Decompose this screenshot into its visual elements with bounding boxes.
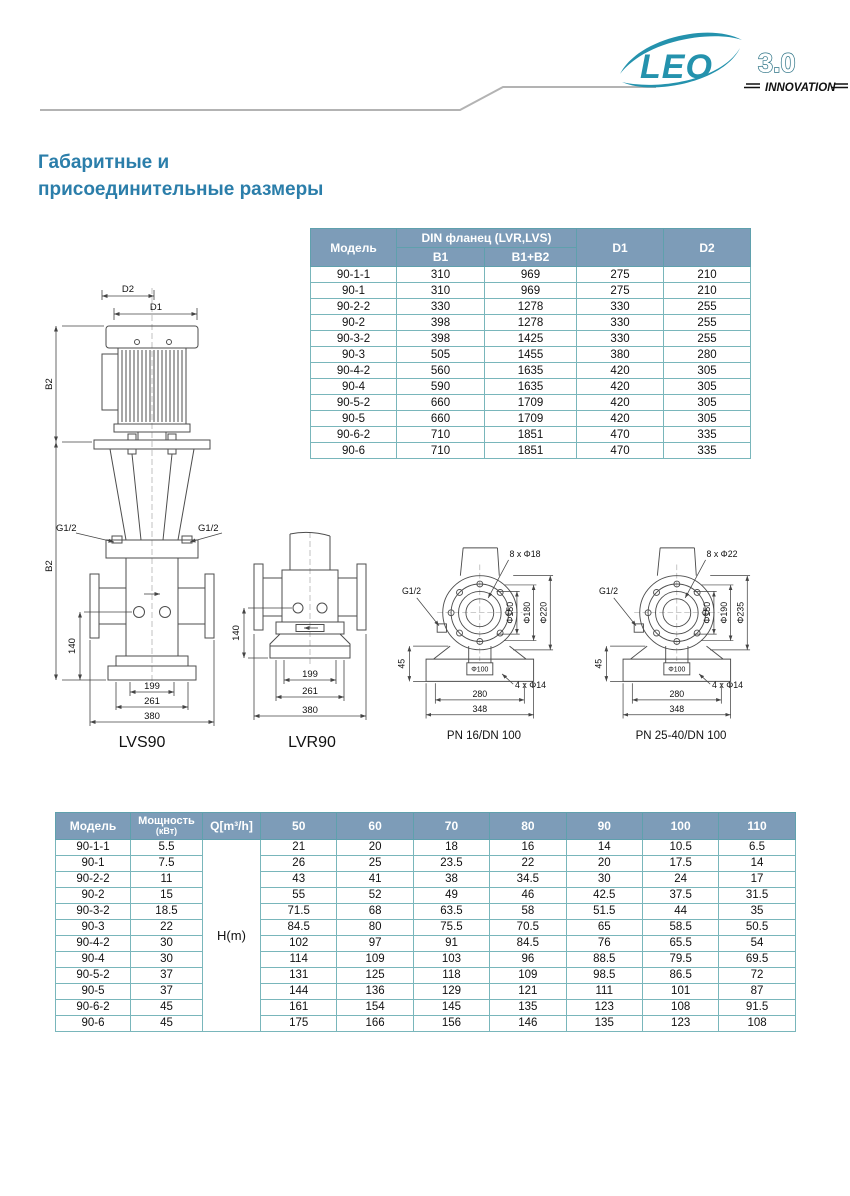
cell-b1: 590	[397, 379, 485, 395]
perf-table-body	[56, 839, 796, 1031]
cell-head-value: 135	[566, 1015, 642, 1031]
cell-head-value: 88.5	[566, 951, 642, 967]
dim-348-label: 348	[669, 703, 685, 714]
cell-head-value: 46	[490, 887, 566, 903]
cell-d2: 335	[664, 427, 751, 443]
logo-tagline: INNOVATION	[765, 82, 836, 94]
cell-b1b2: 1635	[485, 363, 577, 379]
lvs90-drawing	[42, 280, 242, 733]
perf-table-row	[56, 999, 796, 1015]
cell-d2: 210	[664, 283, 751, 299]
cell-model: 90-3-2	[311, 331, 397, 347]
leo-logo	[618, 28, 848, 103]
cell-b1b2: 1635	[485, 379, 577, 395]
perf-table-row	[56, 951, 796, 967]
dim-199-label: 199	[302, 669, 318, 680]
cell-head-value: 87	[719, 983, 795, 999]
cell-head-value: 154	[337, 999, 413, 1015]
cell-power: 5.5	[131, 839, 203, 855]
dim-d100-label: Φ100	[668, 666, 686, 674]
dim-phi180-label: Φ180	[521, 601, 532, 624]
g12-label: G1/2	[401, 586, 422, 597]
flow-header: 50	[261, 813, 337, 840]
dim-b2-lower-label: B2	[44, 560, 55, 572]
cell-head-value: 109	[490, 967, 566, 983]
cell-b1b2: 969	[485, 283, 577, 299]
cell-power: 15	[131, 887, 203, 903]
cell-b1b2: 1709	[485, 411, 577, 427]
cell-power: 45	[131, 1015, 203, 1031]
cell-head-value: 96	[490, 951, 566, 967]
cell-head-value: 69.5	[719, 951, 795, 967]
perf-header-q: Q[m³/h]	[203, 813, 261, 840]
flange-pn2540-drawing	[595, 546, 767, 729]
dim-table-row	[311, 315, 751, 331]
h-label-cell: H(m)	[203, 839, 261, 1031]
cell-head-value: 22	[490, 855, 566, 871]
cell-b1b2: 1709	[485, 395, 577, 411]
cell-d1: 330	[577, 331, 664, 347]
cell-head-value: 41	[337, 871, 413, 887]
cell-model: 90-2-2	[311, 299, 397, 315]
cell-head-value: 17.5	[642, 855, 718, 871]
dim-280-label: 280	[472, 689, 488, 700]
cell-head-value: 44	[642, 903, 718, 919]
cell-d1: 470	[577, 443, 664, 459]
cell-d1: 470	[577, 427, 664, 443]
cell-head-value: 109	[337, 951, 413, 967]
dim-table-row	[311, 443, 751, 459]
cell-head-value: 17	[719, 871, 795, 887]
cell-b1: 560	[397, 363, 485, 379]
cell-model: 90-6-2	[311, 427, 397, 443]
cell-head-value: 166	[337, 1015, 413, 1031]
cell-model: 90-5-2	[311, 395, 397, 411]
perf-table-row	[56, 935, 796, 951]
dim-phi235-label: Φ235	[735, 601, 746, 624]
cell-head-value: 43	[261, 871, 337, 887]
cell-power: 18.5	[131, 903, 203, 919]
cell-model: 90-2	[311, 315, 397, 331]
cell-head-value: 121	[490, 983, 566, 999]
perf-header-model: Модель	[56, 813, 131, 840]
dim-199-label: 199	[144, 681, 160, 692]
cell-head-value: 108	[719, 1015, 795, 1031]
page-title	[38, 150, 323, 203]
dim-b2-upper-label: B2	[44, 378, 55, 390]
cell-head-value: 97	[337, 935, 413, 951]
dim-header-d1: D1	[577, 229, 664, 267]
cell-head-value: 108	[642, 999, 718, 1015]
cell-head-value: 75.5	[413, 919, 489, 935]
cell-head-value: 50.5	[719, 919, 795, 935]
cell-head-value: 63.5	[413, 903, 489, 919]
cell-model: 90-5-2	[56, 967, 131, 983]
cell-head-value: 125	[337, 967, 413, 983]
cell-b1b2: 969	[485, 267, 577, 283]
cell-d2: 210	[664, 267, 751, 283]
dim-d2-label: D2	[121, 284, 135, 295]
cell-power: 22	[131, 919, 203, 935]
bolts4-label: 4 x Φ14	[712, 679, 744, 690]
cell-model: 90-2-2	[56, 871, 131, 887]
dim-table-row	[311, 331, 751, 347]
cell-head-value: 123	[566, 999, 642, 1015]
cell-head-value: 65.5	[642, 935, 718, 951]
cell-model: 90-3-2	[56, 903, 131, 919]
cell-head-value: 25	[337, 855, 413, 871]
dim-140-label: 140	[231, 625, 242, 641]
dim-table-row	[311, 267, 751, 283]
dim-45-label: 45	[396, 658, 407, 669]
perf-table-row	[56, 967, 796, 983]
performance-table	[55, 812, 796, 1032]
dim-table-row	[311, 395, 751, 411]
perf-header-power-line1: Мощность	[138, 815, 195, 827]
cell-b1: 310	[397, 283, 485, 299]
cell-d2: 255	[664, 315, 751, 331]
dim-261-label: 261	[302, 686, 318, 697]
cell-head-value: 65	[566, 919, 642, 935]
cell-head-value: 16	[490, 839, 566, 855]
dim-header-b1: B1	[397, 248, 485, 267]
cell-head-value: 55	[261, 887, 337, 903]
cell-head-value: 31.5	[719, 887, 795, 903]
cell-b1b2: 1851	[485, 427, 577, 443]
lvr90-drawing	[232, 528, 392, 733]
perf-table-row	[56, 919, 796, 935]
dim-table-row	[311, 379, 751, 395]
flow-header: 60	[337, 813, 413, 840]
perf-table-row	[56, 871, 796, 887]
dim-header-d2: D2	[664, 229, 751, 267]
logo-brand: LEO	[640, 48, 713, 86]
dim-header-din: DIN фланец (LVR,LVS)	[397, 229, 577, 248]
dim-phi150-label: Φ150	[702, 601, 713, 624]
cell-head-value: 26	[261, 855, 337, 871]
cell-head-value: 58.5	[642, 919, 718, 935]
cell-head-value: 156	[413, 1015, 489, 1031]
cell-b1: 710	[397, 427, 485, 443]
cell-head-value: 35	[719, 903, 795, 919]
bolts8-label: 8 x Φ18	[509, 549, 541, 560]
cell-d1: 420	[577, 411, 664, 427]
cell-d1: 275	[577, 267, 664, 283]
perf-table-row	[56, 903, 796, 919]
cell-d1: 275	[577, 283, 664, 299]
dim-phi220-label: Φ220	[538, 601, 549, 624]
cell-model: 90-4-2	[311, 363, 397, 379]
logo-version: 3.0	[758, 48, 796, 78]
flow-header: 90	[566, 813, 642, 840]
cell-head-value: 146	[490, 1015, 566, 1031]
cell-power: 11	[131, 871, 203, 887]
cell-model: 90-4-2	[56, 935, 131, 951]
cell-head-value: 10.5	[642, 839, 718, 855]
cell-b1b2: 1425	[485, 331, 577, 347]
dim-348-label: 348	[472, 703, 488, 714]
cell-head-value: 70.5	[490, 919, 566, 935]
cell-b1b2: 1278	[485, 315, 577, 331]
cell-model: 90-6	[56, 1015, 131, 1031]
dim-table-row	[311, 347, 751, 363]
cell-head-value: 58	[490, 903, 566, 919]
dim-380-label: 380	[144, 711, 160, 722]
dim-header-b1b2: B1+B2	[485, 248, 577, 267]
cell-head-value: 129	[413, 983, 489, 999]
cell-head-value: 131	[261, 967, 337, 983]
perf-table-row	[56, 855, 796, 871]
cell-head-value: 123	[642, 1015, 718, 1031]
cell-head-value: 103	[413, 951, 489, 967]
cell-head-value: 20	[337, 839, 413, 855]
cell-d2: 305	[664, 395, 751, 411]
page-title-line2: присоединительные размеры	[38, 178, 324, 200]
cell-power: 45	[131, 999, 203, 1015]
cell-head-value: 14	[566, 839, 642, 855]
perf-table-row	[56, 983, 796, 999]
cell-head-value: 76	[566, 935, 642, 951]
bolts4-label: 4 x Φ14	[515, 679, 547, 690]
dim-d100-label: Φ100	[471, 666, 489, 674]
cell-d2: 305	[664, 363, 751, 379]
cell-d1: 330	[577, 315, 664, 331]
g12-right-label: G1/2	[198, 523, 219, 534]
perf-header-power	[131, 813, 203, 840]
cell-head-value: 30	[566, 871, 642, 887]
cell-model: 90-6-2	[56, 999, 131, 1015]
cell-model: 90-2	[56, 887, 131, 903]
cell-head-value: 21	[261, 839, 337, 855]
cell-head-value: 114	[261, 951, 337, 967]
cell-model: 90-4	[311, 379, 397, 395]
dim-table-body	[311, 267, 751, 459]
cell-power: 7.5	[131, 855, 203, 871]
cell-b1: 398	[397, 331, 485, 347]
cell-head-value: 111	[566, 983, 642, 999]
flange-pn16-caption: PN 16/DN 100	[446, 730, 522, 742]
cell-head-value: 24	[642, 871, 718, 887]
cell-d1: 420	[577, 395, 664, 411]
cell-head-value: 23.5	[413, 855, 489, 871]
cell-power: 30	[131, 951, 203, 967]
cell-d1: 330	[577, 299, 664, 315]
cell-head-value: 84.5	[490, 935, 566, 951]
cell-d1: 420	[577, 379, 664, 395]
cell-model: 90-1	[311, 283, 397, 299]
cell-b1b2: 1278	[485, 299, 577, 315]
dim-261-label: 261	[144, 696, 160, 707]
cell-power: 37	[131, 983, 203, 999]
dim-table-row	[311, 299, 751, 315]
dim-table-row	[311, 411, 751, 427]
lvr90-caption: LVR90	[288, 734, 336, 751]
cell-b1: 398	[397, 315, 485, 331]
flow-header: 110	[719, 813, 795, 840]
cell-power: 30	[131, 935, 203, 951]
cell-d2: 305	[664, 379, 751, 395]
cell-model: 90-3	[56, 919, 131, 935]
dim-header-model: Модель	[311, 229, 397, 267]
flow-header: 80	[490, 813, 566, 840]
cell-d2: 335	[664, 443, 751, 459]
cell-model: 90-1	[56, 855, 131, 871]
cell-model: 90-3	[311, 347, 397, 363]
cell-head-value: 161	[261, 999, 337, 1015]
g12-left-label: G1/2	[56, 523, 77, 534]
cell-head-value: 18	[413, 839, 489, 855]
cell-b1: 710	[397, 443, 485, 459]
cell-head-value: 135	[490, 999, 566, 1015]
cell-d2: 305	[664, 411, 751, 427]
cell-d1: 420	[577, 363, 664, 379]
cell-d2: 255	[664, 331, 751, 347]
dim-45-label: 45	[593, 658, 604, 669]
cell-head-value: 144	[261, 983, 337, 999]
cell-b1b2: 1455	[485, 347, 577, 363]
cell-power: 37	[131, 967, 203, 983]
cell-head-value: 42.5	[566, 887, 642, 903]
flow-header: 70	[413, 813, 489, 840]
cell-head-value: 71.5	[261, 903, 337, 919]
perf-table-row	[56, 887, 796, 903]
dim-phi150-label: Φ150	[505, 601, 516, 624]
cell-head-value: 102	[261, 935, 337, 951]
cell-b1: 310	[397, 267, 485, 283]
cell-head-value: 98.5	[566, 967, 642, 983]
cell-model: 90-1-1	[56, 839, 131, 855]
cell-head-value: 80	[337, 919, 413, 935]
tagline-lines-left-icon	[744, 84, 760, 88]
cell-head-value: 37.5	[642, 887, 718, 903]
dim-table-row	[311, 363, 751, 379]
dim-380-label: 380	[302, 705, 318, 716]
dim-table-row	[311, 427, 751, 443]
cell-head-value: 91	[413, 935, 489, 951]
cell-d1: 380	[577, 347, 664, 363]
cell-model: 90-1-1	[311, 267, 397, 283]
cell-head-value: 20	[566, 855, 642, 871]
cell-head-value: 38	[413, 871, 489, 887]
cell-b1b2: 1851	[485, 443, 577, 459]
cell-head-value: 86.5	[642, 967, 718, 983]
cell-b1: 505	[397, 347, 485, 363]
cell-head-value: 145	[413, 999, 489, 1015]
cell-head-value: 72	[719, 967, 795, 983]
dim-140-label: 140	[67, 638, 78, 654]
flange-pn2540-caption: PN 25-40/DN 100	[635, 730, 727, 742]
cell-head-value: 84.5	[261, 919, 337, 935]
cell-head-value: 52	[337, 887, 413, 903]
cell-model: 90-4	[56, 951, 131, 967]
dim-280-label: 280	[669, 689, 685, 700]
cell-head-value: 101	[642, 983, 718, 999]
cell-b1: 660	[397, 411, 485, 427]
cell-head-value: 91.5	[719, 999, 795, 1015]
cell-model: 90-6	[311, 443, 397, 459]
cell-head-value: 79.5	[642, 951, 718, 967]
perf-table-row	[56, 839, 796, 855]
cell-b1: 330	[397, 299, 485, 315]
cell-head-value: 54	[719, 935, 795, 951]
cell-d2: 255	[664, 299, 751, 315]
cell-head-value: 49	[413, 887, 489, 903]
dim-table-row	[311, 283, 751, 299]
g12-label: G1/2	[598, 586, 619, 597]
perf-header-power-line2: (кВт)	[155, 826, 178, 837]
cell-d2: 280	[664, 347, 751, 363]
perf-table-row	[56, 1015, 796, 1031]
cell-head-value: 14	[719, 855, 795, 871]
cell-head-value: 51.5	[566, 903, 642, 919]
cell-head-value: 136	[337, 983, 413, 999]
cell-b1: 660	[397, 395, 485, 411]
dim-d1-label: D1	[149, 302, 163, 313]
cell-head-value: 6.5	[719, 839, 795, 855]
bolts8-label: 8 x Φ22	[706, 549, 738, 560]
flow-header: 100	[642, 813, 718, 840]
lvs90-caption: LVS90	[118, 734, 166, 751]
cell-head-value: 175	[261, 1015, 337, 1031]
cell-model: 90-5	[311, 411, 397, 427]
dimension-table	[310, 228, 751, 459]
cell-model: 90-5	[56, 983, 131, 999]
cell-head-value: 118	[413, 967, 489, 983]
perf-header-row	[56, 813, 796, 840]
flange-pn16-drawing	[398, 546, 570, 729]
cell-head-value: 68	[337, 903, 413, 919]
cell-head-value: 34.5	[490, 871, 566, 887]
dim-phi190-label: Φ190	[718, 601, 729, 624]
page-title-line1: Габаритные и	[38, 152, 170, 173]
